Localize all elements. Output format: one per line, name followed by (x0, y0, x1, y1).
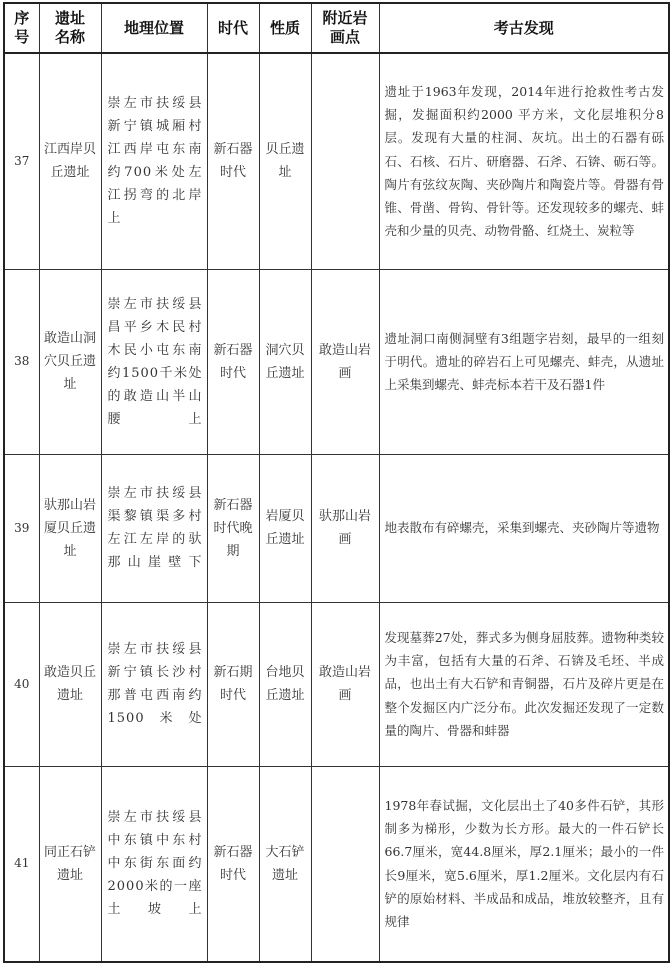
table-header-row (4, 3, 669, 53)
cell-findings: 遗址洞口南侧洞壁有3组题字岩刻，最早的一组刻于明代。遗址的碎岩石上可见螺壳、蚌壳，从遗址上采集到螺壳、蚌壳标本若干及石器1件 (379, 269, 669, 454)
cell-rock-art: 敢造山岩画 (311, 602, 379, 766)
header-num: 序号 (4, 3, 39, 53)
cell-era: 新石器时代 (207, 53, 259, 269)
table-row (4, 766, 669, 962)
cell-nature: 贝丘遗址 (259, 53, 311, 269)
cell-findings: 遗址于1963年发现，2014年进行抢救性考古发掘，发掘面积约2000 平方米，文化层堆积分8层。发现有大量的柱洞、灰坑。出土的石器有砾石、石核、石片、研磨器、石斧、石锛、砺石等。陶片有弦纹灰陶、夹砂陶片和陶瓷片等。骨器有骨锥、骨凿、骨钩、骨针等。还发现较多的螺壳、蚌壳和少量的贝壳、动物骨骼、红烧土、炭粒等 (379, 53, 669, 269)
table-row (4, 53, 669, 269)
cell-findings: 地表散布有碎螺壳，采集到螺壳、夹砂陶片等遗物 (379, 454, 669, 602)
cell-rock-art (311, 766, 379, 962)
cell-nature: 洞穴贝丘遗址 (259, 269, 311, 454)
cell-name: 驮那山岩厦贝丘遗址 (39, 454, 101, 602)
cell-nature: 大石铲遗址 (259, 766, 311, 962)
cell-name: 敢造山洞穴贝丘遗址 (39, 269, 101, 454)
table-row (4, 602, 669, 766)
cell-num: 37 (4, 53, 39, 269)
header-era: 时代 (207, 3, 259, 53)
table-row (4, 269, 669, 454)
cell-location: 崇左市扶绥县新宁镇城厢村江西岸屯东南约700米处左江拐弯的北岸上 (101, 53, 207, 269)
cell-findings: 1978年春试掘，文化层出土了40多件石铲，其形制多为梯形，少数为长方形。最大的一件石铲长66.7厘米，宽44.8厘米，厚2.1厘米；最小的一件长9厘米，宽5.6厘米，厚1.2厘米。文化层内有石铲的原始材料、半成品和成品，堆放较整齐，且有规律 (379, 766, 669, 962)
cell-rock-art: 驮那山岩画 (311, 454, 379, 602)
cell-rock-art (311, 53, 379, 269)
cell-era: 新石期时代 (207, 602, 259, 766)
cell-location: 崇左市扶绥县昌平乡木民村木民小屯东南约1500千米处的敢造山半山腰上 (101, 269, 207, 454)
cell-name: 江西岸贝丘遗址 (39, 53, 101, 269)
cell-location: 崇左市扶绥县中东镇中东村中东街东面约2000米的一座土坡上 (101, 766, 207, 962)
cell-nature: 台地贝丘遗址 (259, 602, 311, 766)
cell-location: 崇左市扶绥县新宁镇长沙村那普屯西南约1500米处 (101, 602, 207, 766)
header-findings: 考古发现 (379, 3, 669, 53)
cell-num: 38 (4, 269, 39, 454)
cell-num: 40 (4, 602, 39, 766)
header-rock-art: 附近岩画点 (311, 3, 379, 53)
cell-location: 崇左市扶绥县渠黎镇渠多村左江左岸的驮那山崖壁下 (101, 454, 207, 602)
cell-findings: 发现墓葬27处，葬式多为侧身屈肢葬。遗物种类较为丰富，包括有大量的石斧、石锛及毛坯、半成品，也出土有大石铲和青铜器，石片及碎片更是在整个发掘区内广泛分布。此次发掘还发现了一定数量的陶片、骨器和蚌器 (379, 602, 669, 766)
cell-name: 敢造贝丘遗址 (39, 602, 101, 766)
cell-nature: 岩厦贝丘遗址 (259, 454, 311, 602)
cell-era: 新石器时代 (207, 269, 259, 454)
cell-num: 41 (4, 766, 39, 962)
cell-num: 39 (4, 454, 39, 602)
header-location: 地理位置 (101, 3, 207, 53)
cell-rock-art: 敢造山岩画 (311, 269, 379, 454)
cell-name: 同正石铲遗址 (39, 766, 101, 962)
cell-era: 新石器时代 (207, 766, 259, 962)
header-name: 遗址名称 (39, 3, 101, 53)
archaeological-sites-table (3, 2, 670, 963)
cell-era: 新石器时代晚期 (207, 454, 259, 602)
table-row (4, 454, 669, 602)
header-nature: 性质 (259, 3, 311, 53)
